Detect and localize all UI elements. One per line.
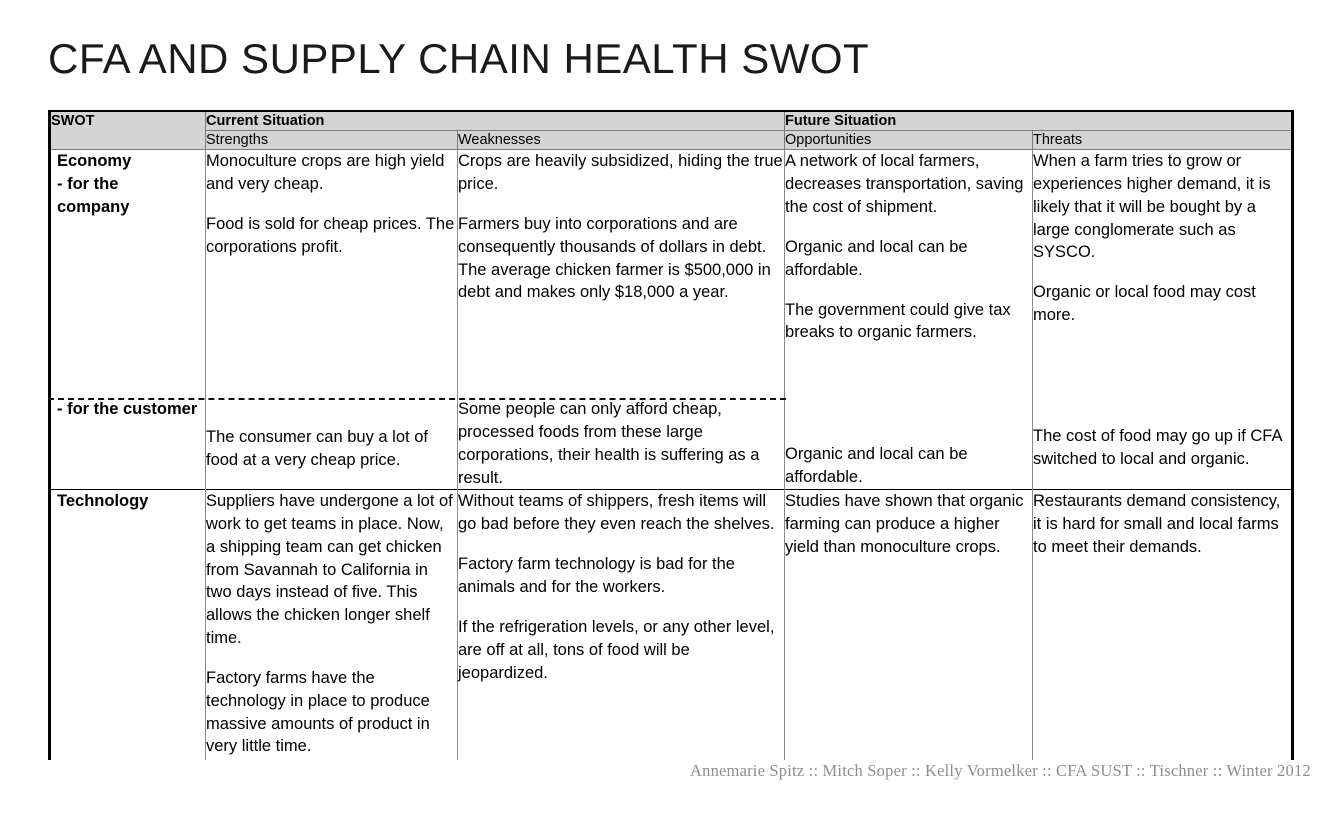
row-label-line: - for the: [57, 175, 119, 194]
header-row-columns: [50, 131, 1293, 150]
page-title: CFA AND SUPPLY CHAIN HEALTH SWOT: [48, 35, 870, 82]
header-group-current-situation: Current Situation: [206, 111, 785, 131]
cell-weaknesses: [458, 150, 785, 399]
table-body: [50, 150, 1293, 761]
cell-paragraph: Crops are heavily subsidized, hiding the true price.: [458, 152, 783, 194]
cell-threats: [1033, 150, 1293, 399]
cell-paragraph: Factory farms have the technology in place to produce massive amounts of product in very little time.: [206, 668, 430, 756]
cell-threats: [1033, 398, 1293, 490]
cell-opportunities: [785, 398, 1033, 490]
row-label-technology: [50, 490, 206, 761]
cell-paragraph: Suppliers have undergone a lot of work to get teams in place. Now, a shipping team can get chicken from Savannah to California in two days instead of five. This allows the chicken longer shelf time.: [206, 492, 453, 647]
header-col-weaknesses: Weaknesses: [458, 131, 785, 150]
table-header: [50, 111, 1293, 150]
header-col-opportunities: Opportunities: [785, 131, 1033, 150]
cell-paragraph: Monoculture crops are high yield and very cheap.: [206, 152, 445, 194]
cell-paragraph: Organic and local can be affordable.: [785, 445, 968, 487]
swot-table-container: [48, 110, 1291, 760]
header-row-groups: [50, 111, 1293, 131]
row-label-economy-company: [50, 150, 206, 399]
cell-opportunities: [785, 490, 1033, 761]
table-row: [50, 398, 1293, 490]
cell-paragraph: The consumer can buy a lot of food at a very cheap price.: [206, 428, 428, 470]
cell-paragraph: Some people can only afford cheap, processed foods from these large corporations, their health is suffering as a result.: [458, 400, 760, 487]
header-col-strengths: Strengths: [206, 131, 458, 150]
cell-paragraph: Farmers buy into corporations and are consequently thousands of dollars in debt. The average chicken farmer is $500,000 in debt and makes only $18,000 a year.: [458, 215, 771, 302]
cell-strengths: [206, 490, 458, 761]
cell-weaknesses: [458, 490, 785, 761]
row-label-lines: [57, 490, 205, 513]
row-label-line: Economy: [57, 152, 132, 171]
cell-paragraph: The cost of food may go up if CFA switched to local and organic.: [1033, 427, 1282, 469]
cell-paragraph: Without teams of shippers, fresh items will go bad before they even reach the shelves.: [458, 492, 775, 534]
cell-paragraph: A network of local farmers, decreases transportation, saving the cost of shipment.: [785, 152, 1024, 216]
cell-strengths: [206, 150, 458, 399]
cell-weaknesses: [458, 398, 785, 490]
cell-threats: [1033, 490, 1293, 761]
row-label-line: Technology: [57, 492, 149, 511]
table-row: [50, 490, 1293, 761]
cell-paragraph: Organic or local food may cost more.: [1033, 283, 1256, 325]
row-label-lines: [57, 150, 205, 218]
table-row: [50, 150, 1293, 399]
swot-table: [48, 110, 1294, 760]
row-label-economy-customer: [50, 398, 206, 490]
header-col-threats: Threats: [1033, 131, 1293, 150]
cell-paragraph: The government could give tax breaks to organic farmers.: [785, 300, 1011, 342]
row-label-line: company: [57, 197, 130, 216]
header-swot: SWOT: [50, 111, 206, 150]
cell-paragraph: If the refrigeration levels, or any other level, are off at all, tons of food will be jeopardized.: [458, 618, 775, 682]
footer-credit: Annemarie Spitz :: Mitch Soper :: Kelly Vormelker :: CFA SUST :: Tischner :: Winter 2012: [690, 761, 1311, 780]
row-label-lines: [57, 398, 205, 421]
cell-paragraph: When a farm tries to grow or experiences higher demand, it is likely that it will be bought by a large conglomerate such as SYSCO.: [1033, 152, 1271, 262]
cell-opportunities: [785, 150, 1033, 399]
cell-paragraph: Organic and local can be affordable.: [785, 237, 968, 279]
cell-strengths: [206, 398, 458, 490]
cell-paragraph: Restaurants demand consistency, it is hard for small and local farms to meet their demands.: [1033, 492, 1281, 556]
cell-paragraph: Studies have shown that organic farming can produce a higher yield than monoculture crops.: [785, 492, 1024, 556]
cell-paragraph: Factory farm technology is bad for the animals and for the workers.: [458, 555, 735, 596]
cell-paragraph: Food is sold for cheap prices. The corporations profit.: [206, 215, 455, 256]
header-group-future-situation: Future Situation: [785, 111, 1293, 131]
row-label-line: - for the customer: [57, 400, 198, 419]
